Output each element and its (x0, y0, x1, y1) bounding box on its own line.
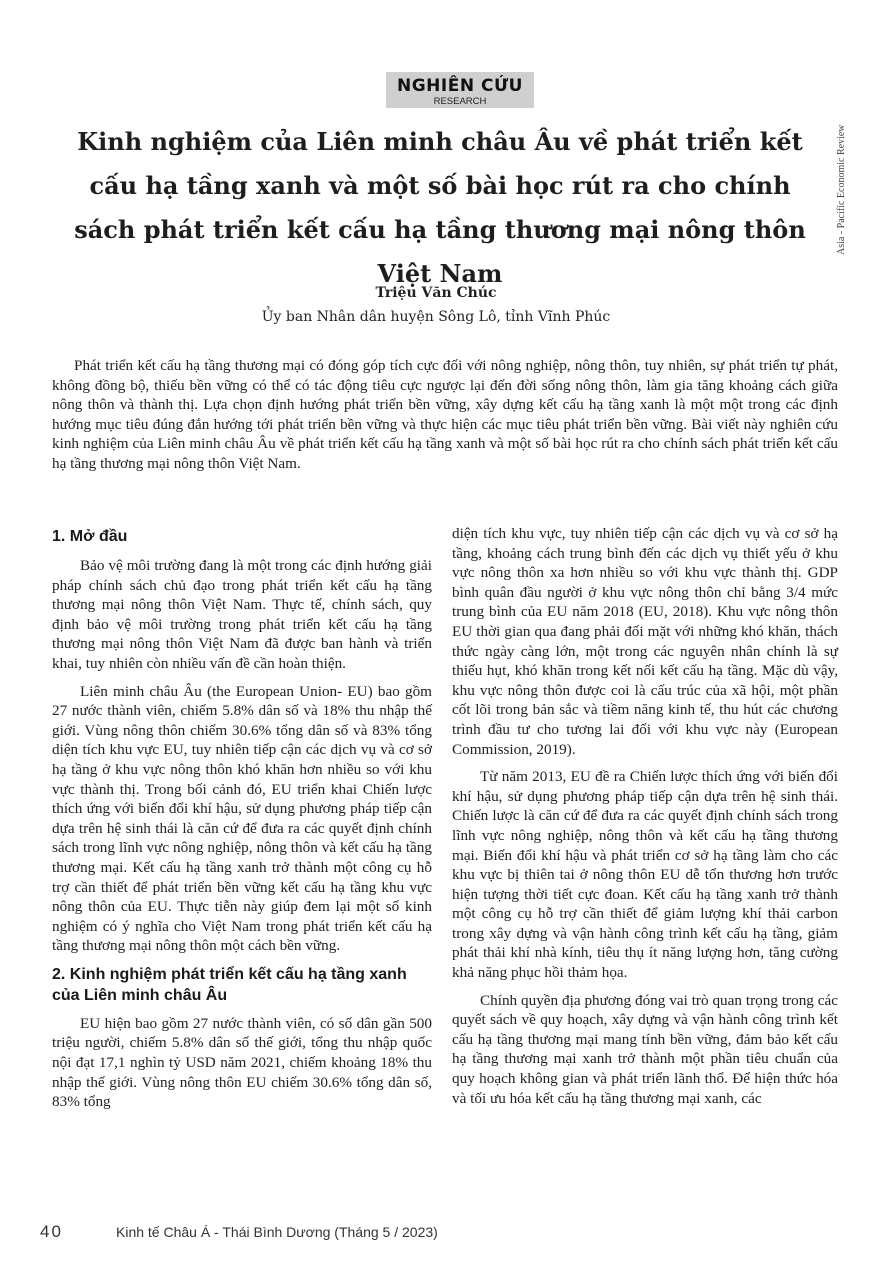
paper-title: Kinh nghiệm của Liên minh châu Âu về phát triển kết cấu hạ tầng xanh và một số bài học rút ra cho chính sách phát triển kết cấu hạ tầng thương mại nông thôn Việt Nam (74, 127, 806, 288)
section-label: NGHIÊN CỨU (397, 76, 523, 96)
footer-journal-name: Kinh tế Châu Á - Thái Bình Dương (Tháng 5 / 2023) (116, 1224, 438, 1240)
right-column (452, 524, 838, 1116)
author-affiliation: Ủy ban Nhân dân huyện Sông Lô, tỉnh Vĩnh Phúc (261, 309, 611, 325)
body-paragraph: diện tích khu vực, tuy nhiên tiếp cận các dịch vụ và cơ sở hạ tầng, khoảng cách trung bình đến các dịch vụ thiết yếu ở khu vực nông thôn xa hơn nhiều so với khu vực thành thị. GDP bình quân đầu người ở khu vực nông thôn chỉ bằng 3/4 mức trung bình của EU năm 2018 (EU, 2018). Khu vực nông thôn EU thời gian qua đang phải đối mặt với những khó khăn, thách thức ngày càng lớn, một trong các nguyên nhân chính là sự thiếu hụt, khó khăn trong kết nối kết cấu hạ tầng. Mặc dù vậy, khu vực nông thôn được coi là cấu trúc của xã hội, một phần cốt lõi trong bản sắc và tiềm năng kinh tế, thu hút các chương trình đầu tư cho tương lai đối với khu vực này (European Commission, 2019). (452, 525, 838, 758)
left-column (52, 522, 432, 1120)
body-paragraph: Liên minh châu Âu (the European Union- EU) bao gồm 27 nước thành viên, chiếm 5.8% dân số và 18% thu nhập thế giới. Vùng nông thôn chiếm 30.6% tổng dân số và 83% tổng diện tích khu vực EU, tuy nhiên tiếp cận các dịch vụ và cơ sở hạ tầng ở khu vực nông thôn khó khăn hơn nhiều so với khu vực thành thị. Trong bối cảnh đó, EU triển khai Chiến lược thích ứng với biến đổi khí hậu, sử dụng phương pháp tiếp cận dựa trên hệ sinh thái là căn cứ để đưa ra các quyết định chính sách trong lĩnh vực nông nghiệp, nông thôn và kết cấu hạ tầng thương mại. Kết cấu hạ tầng xanh trở thành một công cụ hỗ trợ cần thiết để phát triển bền vững kết cấu hạ tầng khu vực nông thôn của EU. Thực tiễn này giúp đem lại một số kinh nghiệm có ý nghĩa cho Việt Nam trong phát triển kết cấu hạ tầng thương mại nông thôn một cách bền vững. (52, 682, 432, 955)
body-paragraph: Từ năm 2013, EU đề ra Chiến lược thích ứng với biến đổi khí hậu, sử dụng phương pháp tiếp cận dựa trên hệ sinh thái. Chiến lược là căn cứ để đưa ra các quyết định chính sách trong lĩnh vực nông nghiệp, nông thôn và kết cấu hạ tầng thương mại. Biến đổi khí hậu và phát triển cơ sở hạ tầng làm cho các khu vực bị thiên tai ở nông thôn EU dễ tổn thương hơn trước hiện tượng thời tiết cực đoan. Kết cấu hạ tầng xanh trở thành một công cụ hỗ trợ cần thiết để giảm lượng khí thải carbon trong xây dựng và vận hành công trình kết cấu hạ tầng, giảm phát thải khí nhà kính, tiêu thụ ít năng lượng hơn, tăng cường khả năng phục hồi thảm họa. (452, 768, 838, 982)
section-banner (386, 72, 534, 108)
body-paragraph: Bảo vệ môi trường đang là một trong các định hướng giải pháp chính sách chủ đạo trong phát triển kết cấu hạ tầng thương mại nông thôn Việt Nam. Thực tế, chính sách, quy định bảo vệ môi trường trong phát triển kết cấu hạ tầng thương mại nông thôn Việt Nam đã được ban hành và triển khai, tuy nhiên còn nhiều vấn đề cần hoàn thiện. (52, 557, 432, 672)
section-heading-intro: 1. Mở đầu (52, 528, 128, 545)
section-heading-experience: 2. Kinh nghiệm phát triển kết cấu hạ tầng xanh của Liên minh châu Âu (52, 965, 407, 1004)
section-label-en: RESEARCH (433, 96, 487, 107)
body-paragraph: EU hiện bao gồm 27 nước thành viên, có số dân gần 500 triệu người, chiếm 5.8% dân số thế giới, tổng thu nhập quốc nội đạt 17,1 nghìn tỷ USD năm 2021, chiếm khoảng 18% thu nhập thế giới. Vùng nông thôn EU chiếm 30.6% tổng dân số, 83% tổng (52, 1014, 432, 1111)
journal-side-label: Asia - Pacific Economic Review (836, 124, 847, 256)
page-number: 40 (40, 1222, 63, 1241)
body-paragraph: Chính quyền địa phương đóng vai trò quan trọng trong các quyết sách về quy hoạch, xây dựng và vận hành công trình kết cấu hạ tầng thương mại mang tính bền vững, đảm bảo kết cấu hạ tầng thương mại xanh trở thành một phần tiêu chuẩn của quy hoạch không gian và phát triển lãnh thổ. Để hiện thức hóa và tối ưu hóa kết cấu hạ tầng thương mại xanh, các (452, 991, 838, 1107)
author-name: Triệu Văn Chúc (375, 285, 497, 301)
abstract: Phát triển kết cấu hạ tầng thương mại có đóng góp tích cực đối với nông nghiệp, nông thôn, tuy nhiên, sự phát triển tự phát, không đồng bộ, thiếu bền vững có thể có tác động tiêu cực ngược lại đến đời sống nông thôn, làm gia tăng khoảng cách giữa nông thôn và thành thị. Lựa chọn định hướng phát triển bền vững, xây dựng kết cấu hạ tầng xanh là một một trong các định hướng mục tiêu đúng đắn hướng tới phát triển bền vững và thực hiện các mục tiêu phát triển bền vững. Bài viết này nghiên cứu kinh nghiệm của Liên minh châu Âu về phát triển kết cấu hạ tầng xanh và một số bài học rút ra cho chính sách phát triển kết cấu hạ tầng thương mại nông thôn Việt Nam. (52, 357, 838, 472)
